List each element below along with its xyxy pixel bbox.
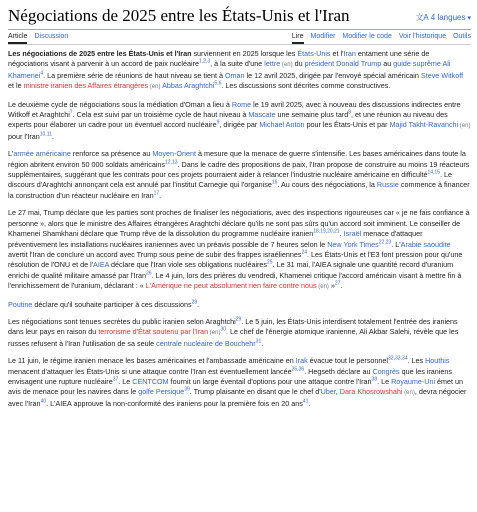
wiki-link[interactable]: Arabie saoudite: [400, 239, 451, 249]
citation-ref[interactable]: 16: [271, 180, 278, 187]
wiki-link[interactable]: Iran: [343, 49, 356, 58]
citation-ref[interactable]: 9: [216, 120, 220, 127]
citation-ref[interactable]: 14,15: [427, 169, 441, 176]
citation-ref[interactable]: 22,23: [378, 239, 392, 246]
wiki-link[interactable]: Moyen-Orient: [152, 149, 196, 159]
red-link[interactable]: terrorisme d'État soutenu par l'Iran: [98, 327, 209, 337]
interlanguage-link[interactable]: (en): [280, 62, 293, 69]
text: . La première série de réunions de haut niveau se tient à: [43, 70, 225, 80]
citation-ref[interactable]: 31: [255, 338, 262, 345]
citation-ref[interactable]: 1,2,3: [199, 59, 211, 66]
wiki-link[interactable]: Abbas Araghtchi: [162, 81, 215, 91]
text: . Les: [407, 356, 426, 366]
citation-ref[interactable]: 39: [184, 386, 190, 393]
text: au: [381, 59, 394, 69]
paragraph: [8, 208, 471, 292]
red-link[interactable]: L'Amérique ne peut absolument rien faire contre nous: [145, 281, 317, 291]
wiki-link[interactable]: Houthis: [425, 356, 450, 366]
text: . Hegseth déclare au: [304, 366, 373, 376]
citation-ref[interactable]: 24: [301, 249, 307, 256]
citation-ref[interactable]: 4: [40, 70, 44, 77]
citation-ref[interactable]: 10,11: [39, 131, 52, 138]
text: . Les discussions sont décrites comme constructives.: [221, 81, 391, 91]
text: . Le chef de l'énergie atomique iranienne, Ali Akbar Salehi, révèle que les russes refusent à l'Iran l'utilisation de sa seule: [8, 327, 459, 348]
citation-ref[interactable]: 8: [348, 109, 352, 116]
wiki-link[interactable]: Uber: [320, 387, 336, 397]
text: à mesure que la menace de guerre s'intensifie. Les bases américaines dans toute la région abritent environ 50 000 soldats américains: [8, 149, 466, 169]
tab-outils[interactable]: Outils: [453, 33, 471, 40]
text: Le deuxième cycle de négociations sous la médiation d'Oman a lieu à: [8, 99, 232, 109]
citation-ref[interactable]: 29: [235, 316, 242, 323]
page-title: Négociations de 2025 entre les États-Unis et l'Iran: [8, 6, 350, 25]
wiki-link[interactable]: Poutine: [8, 299, 33, 309]
wiki-link[interactable]: armée américaine: [13, 149, 71, 159]
lead-bold-text: Les négociations de 2025 entre les États-Unis et l'Iran: [8, 49, 192, 58]
text: Le 11 juin, le régime iranien menace les bases américaines et l'ambassade américaine en: [8, 356, 296, 366]
tab-discussion[interactable]: Discussion: [34, 33, 69, 40]
languages-button[interactable]: [415, 12, 471, 26]
red-link[interactable]: ministre iranien des Affaires étrangères: [23, 81, 149, 91]
citation-ref[interactable]: 37: [112, 376, 119, 383]
view-tabs: [292, 33, 471, 44]
text: évacue tout le personnel: [307, 356, 389, 366]
text: . Au cours des négociations, la: [277, 180, 377, 190]
tab-modifier-le-code[interactable]: Modifier le code: [342, 33, 392, 40]
text: . Les États-Unis et l'E3 font pression pour qu'une résolution de l'ONU et de l': [8, 249, 463, 270]
paragraph: [8, 300, 471, 310]
text: entament une série de négociations visant à parvenir à un accord de paix nucléaire: [8, 49, 430, 69]
text: et l': [330, 49, 344, 58]
interlanguage-link[interactable]: (en): [458, 123, 471, 130]
wiki-link[interactable]: golfe Persique: [138, 387, 185, 397]
article-body: [8, 45, 471, 409]
text: fournit un large éventail d'options pour une attaque contre l'Iran: [168, 376, 372, 386]
paragraph: [8, 100, 471, 143]
text: . Dans le cadre des propositions de paix, l'Iran propose de construire au moins 19 réacteurs supplémentaires, suggérant que les contrats pour ces projets pourraient aider à relancer l'industrie nucléaire américaine en difficulté: [8, 159, 470, 180]
interlanguage-link[interactable]: (en): [402, 390, 415, 397]
citation-ref[interactable]: 26: [146, 270, 152, 277]
citation-ref[interactable]: 38: [371, 376, 378, 383]
text: .: [51, 131, 54, 141]
wiki-link[interactable]: CENTCOM: [132, 376, 169, 386]
namespace-tabs: [8, 33, 68, 44]
text: renforce sa présence au: [70, 149, 153, 159]
interlanguage-link[interactable]: (en): [316, 284, 329, 291]
citation-ref[interactable]: 18,19,20,21: [313, 228, 340, 235]
text: avertit l'Iran de conclure un accord avec Trump sous peine de subir des frappes israéliennes: [8, 249, 302, 259]
text: . Le 4 juin, lors des prières du vendredi, Khamenei critique l'accord américain visant à mettre fin à l'enrichissement de l'uranium, déclarant : «: [8, 270, 462, 291]
text: . L'AIEA approuve la non-conformité des iraniens pour la première fois en 20 ans: [46, 398, 303, 408]
tab-lire[interactable]: Lire: [292, 33, 304, 44]
text: le 12 avril 2025, dirigée par l'envoyé spécial américain: [244, 70, 421, 80]
text: , dirigée par: [219, 120, 260, 130]
text: . Cela est suivi par un troisième cycle de haut niveau à: [72, 110, 249, 120]
citation-ref[interactable]: 25: [267, 259, 273, 266]
wiki-link[interactable]: Mascate: [248, 110, 276, 120]
text: . Le 5 juin, les États-Unis interdisent totalement l'entrée des iraniens dans leur pays en raison du: [8, 316, 458, 337]
tab-bar: [8, 30, 471, 45]
wiki-link[interactable]: Congrès: [372, 366, 400, 376]
wiki-link[interactable]: Majid Takht-Ravanchi: [389, 120, 459, 130]
text: . Trump plaisante en disant que le chef d': [189, 387, 321, 397]
wiki-link[interactable]: Michael Anton: [259, 120, 305, 130]
citation-ref[interactable]: 35,36: [291, 366, 305, 373]
text: .: [339, 229, 344, 239]
title-row: [8, 0, 471, 30]
paragraph: [8, 317, 471, 349]
tab-article[interactable]: Article: [8, 33, 27, 44]
text: déclare qu'il souhaite participer à ces discussions: [32, 299, 192, 309]
text: menacent d'attaquer les États-Unis si une attaque contre l'Iran est éventuellement lancée: [8, 366, 292, 376]
text: . Le discours d'Araghtchi annonçant cela est annulé par l'institut Carnegie qui l'organise: [8, 170, 453, 190]
citation-ref[interactable]: 41: [302, 398, 309, 405]
wiki-link[interactable]: Israël: [343, 229, 362, 239]
wiki-link[interactable]: centrale nucléaire de Bouchehr: [156, 338, 256, 348]
paragraph: [8, 149, 471, 201]
text: une semaine plus tard: [275, 110, 349, 120]
citation-ref[interactable]: 30: [220, 326, 227, 333]
text: Le 27 mai, Trump déclare que les parties sont proches de finaliser les négociations, avec des inspections rigoureuses car « je ne fais confiance à personne », alors que le ministre des Affaires étrangères Araghtchi déclare qu'ils ne sont pas sûrs qu'un accord soit imminent. Le conseiller de Khamenei Shamkhani déclare que Trump rêve de la dissolution du programme nucléaire iranien: [8, 208, 470, 239]
citation-ref[interactable]: 28: [191, 299, 198, 306]
text: du: [292, 59, 305, 69]
text: . L': [391, 239, 401, 249]
wiki-link[interactable]: Rome: [231, 99, 252, 109]
text: menace d'attaquer préventivement les installations nucléaires iraniennes avec un préavis possible de 7 heures selon le: [8, 229, 423, 249]
wiki-link[interactable]: guide suprême Ali Khamenei: [8, 59, 451, 80]
text: .: [159, 190, 162, 200]
citation-ref[interactable]: 32,33,34: [388, 355, 408, 362]
tab-modifier[interactable]: Modifier: [310, 33, 336, 40]
languages-label: 4 langues: [430, 13, 466, 22]
chevron-down-icon: ▾: [467, 14, 471, 22]
wiki-link[interactable]: Steve Witkoff: [420, 70, 464, 80]
text: , à la suite d'une: [210, 59, 265, 69]
text: Les négociations sont tenues secrètes du public iranien selon Araghtchi: [8, 316, 236, 326]
text: que les iraniens envisagent une rupture nucléaire: [8, 366, 452, 386]
text: . Le: [118, 376, 133, 386]
translate-icon: 文A: [415, 13, 429, 22]
text: .: [261, 338, 264, 348]
text: pour l'Iran: [8, 131, 40, 141]
text: commence à financer la construction d'un réacteur nucléaire en Iran: [8, 180, 470, 200]
text: déclare que l'Iran viole ses obligations nucléaires: [109, 260, 268, 270]
citation-ref[interactable]: 7: [69, 109, 73, 116]
citation-ref[interactable]: 12,13: [165, 159, 178, 166]
wiki-link[interactable]: Royaume-Uni: [391, 376, 436, 386]
text: émet un avis de menace pour les navires dans le: [8, 376, 464, 397]
paragraph: [8, 49, 471, 93]
citation-ref[interactable]: 5,6: [214, 80, 222, 87]
text: ,: [335, 387, 340, 397]
wiki-link[interactable]: États-Unis: [297, 49, 331, 58]
text: le 19 avril 2025, avec à nouveau des discussions indirectes entre Witkoff et Araghtchi: [8, 99, 461, 120]
text: . Le: [377, 376, 392, 386]
citation-ref[interactable]: 40: [40, 398, 47, 405]
wiki-link[interactable]: lettre: [264, 59, 281, 69]
text: .: [340, 281, 343, 291]
text: et le: [8, 81, 24, 91]
tab-voir-l-historique[interactable]: Voir l'historique: [398, 33, 447, 40]
wiki-link[interactable]: New York Times: [327, 239, 379, 249]
text: L': [8, 149, 14, 159]
wiki-link[interactable]: président Donald Trump: [304, 59, 382, 69]
wiki-link[interactable]: Oman: [224, 70, 245, 80]
wiki-link[interactable]: Irak: [295, 356, 308, 366]
interlanguage-link[interactable]: (en): [148, 84, 161, 91]
text: , devra négocier avec l'Iran: [8, 387, 467, 408]
citation-ref[interactable]: 17: [153, 190, 160, 197]
wiki-link[interactable]: AIEA: [93, 260, 110, 270]
text: , et une réunion au niveau des experts pour élaborer un cadre pour un éventuel accord nucléaire: [8, 110, 448, 130]
text: .: [197, 299, 200, 309]
text: .: [308, 398, 311, 408]
text: . Le 31 mai, l'AIEA signale une quantité record d'uranium enrichi de qualité militaire amassé par l'Iran: [8, 260, 454, 280]
interlanguage-link[interactable]: (en): [208, 330, 221, 337]
text: pour les États-Unis et par: [304, 120, 390, 130]
paragraph: [8, 356, 471, 409]
citation-ref[interactable]: 27: [334, 280, 341, 287]
text: »: [328, 281, 335, 291]
text: surviennent en 2025 lorsque les: [191, 49, 298, 58]
wiki-link[interactable]: Russie: [376, 180, 399, 190]
red-link[interactable]: Dara Khosrowshahi: [339, 387, 403, 397]
